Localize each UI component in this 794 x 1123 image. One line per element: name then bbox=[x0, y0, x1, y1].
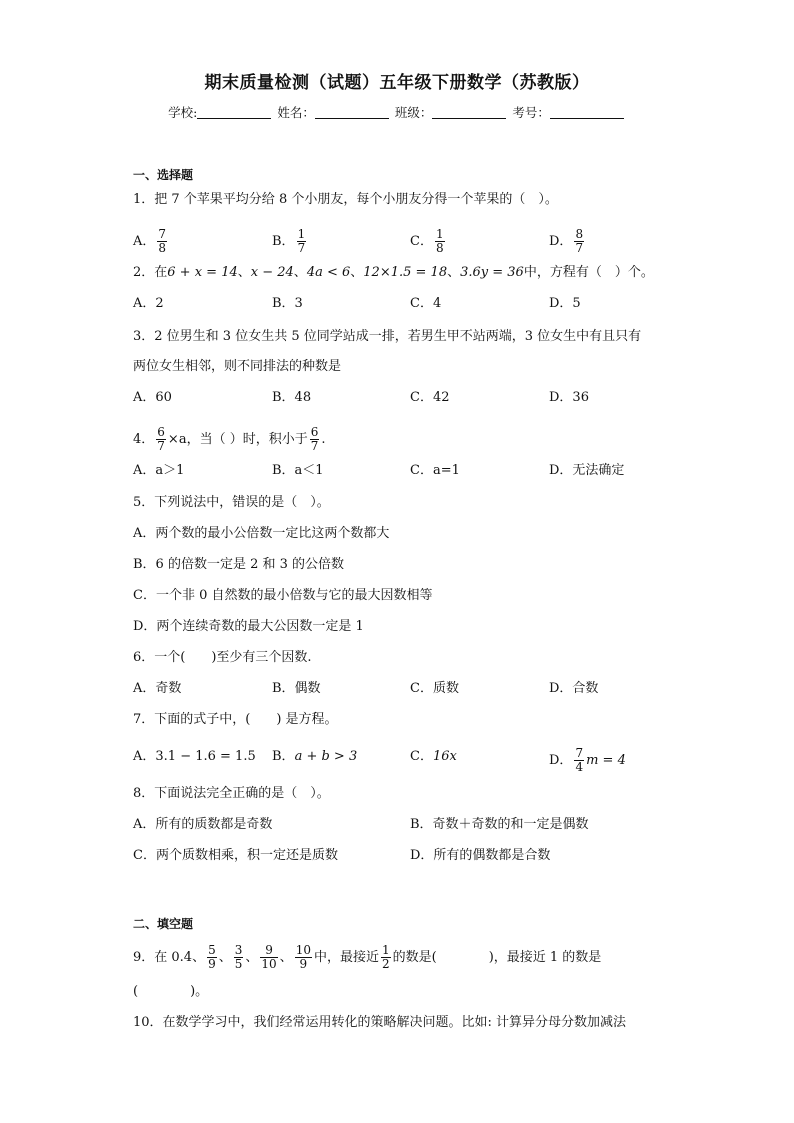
question-1-stem: 1．把 7 个苹果平均分给 8 个小朋友，每个小朋友分得一个苹果的（ ）。 bbox=[133, 192, 558, 207]
q5-option-a: A．两个数的最小公倍数一定比这两个数都大 bbox=[133, 526, 390, 541]
q2-option-d: D．5 bbox=[549, 296, 581, 311]
q8-option-b: B．奇数＋奇数的和一定是偶数 bbox=[410, 817, 589, 832]
q2-option-c: C．4 bbox=[410, 296, 442, 311]
q1-option-a: A． $\frac{7}{8}$ bbox=[133, 227, 167, 255]
q7-option-c: C．16x bbox=[410, 749, 457, 764]
fraction: $\frac{1}{7}$ bbox=[297, 227, 306, 255]
q4-option-c: C．a=1 bbox=[410, 463, 460, 478]
q1-option-b: B． $\frac{1}{7}$ bbox=[272, 227, 306, 255]
question-7-stem: 7．下面的式子中，( ) 是方程。 bbox=[133, 712, 338, 727]
class-label: 班级： bbox=[394, 105, 433, 120]
q1-option-d: D． $\frac{8}{7}$ bbox=[549, 227, 584, 255]
question-4-stem: 4． $\frac{6}{7}$ ×a，当（ ）时，积小于 $\frac{6}{7}$ . bbox=[133, 425, 326, 453]
school-label: 学校: bbox=[168, 105, 198, 120]
fraction: $\frac{9}{10}$ bbox=[261, 943, 277, 971]
name-blank[interactable] bbox=[315, 106, 389, 119]
fraction: $\frac{8}{7}$ bbox=[575, 227, 584, 255]
q2-option-a: A．2 bbox=[133, 296, 164, 311]
q7-option-b: B．a + b > 3 bbox=[272, 749, 358, 764]
q6-option-d: D．合数 bbox=[549, 681, 599, 696]
q3-option-b: B．48 bbox=[272, 390, 312, 405]
q1-option-c: C． $\frac{1}{8}$ bbox=[410, 227, 444, 255]
fraction: $\frac{3}{5}$ bbox=[234, 943, 243, 971]
fraction: $\frac{6}{7}$ bbox=[310, 425, 319, 453]
q8-option-c: C．两个质数相乘，积一定还是质数 bbox=[133, 848, 338, 863]
class-blank[interactable] bbox=[432, 106, 506, 119]
section-fill-heading: 二、填空题 bbox=[133, 917, 194, 931]
q4-option-b: B．a＜1 bbox=[272, 463, 324, 478]
q7-option-d: D． $\frac{7}{4}$ m = 4 bbox=[549, 746, 626, 774]
exam-no-label: 考号： bbox=[512, 105, 550, 120]
fraction: $\frac{1}{2}$ bbox=[381, 943, 390, 971]
q3-option-a: A．60 bbox=[133, 390, 172, 405]
fraction: $\frac{5}{9}$ bbox=[208, 943, 216, 971]
q6-option-b: B．偶数 bbox=[272, 681, 321, 696]
q5-option-d: D．两个连续奇数的最大公因数一定是 1 bbox=[133, 619, 364, 634]
fraction: $\frac{1}{8}$ bbox=[435, 227, 444, 255]
q3-option-c: C．42 bbox=[410, 390, 450, 405]
question-8-stem: 8．下面说法完全正确的是（ ）。 bbox=[133, 786, 330, 801]
q6-option-a: A．奇数 bbox=[133, 681, 182, 696]
section-choice-heading: 一、选择题 bbox=[133, 168, 194, 182]
page-title: 期末质量检测（试题）五年级下册数学（苏教版） bbox=[204, 73, 590, 93]
q8-option-a: A．所有的质数都是奇数 bbox=[133, 817, 273, 832]
q3-option-d: D．36 bbox=[549, 390, 589, 405]
question-6-stem: 6．一个( )至少有三个因数. bbox=[133, 650, 312, 665]
question-10-stem-line1: 10．在数学学习中，我们经常运用转化的策略解决问题。比如: 计算异分母分数加减法 bbox=[133, 1015, 627, 1030]
q2-option-b: B．3 bbox=[272, 296, 303, 311]
fraction: $\frac{10}{9}$ bbox=[295, 943, 311, 971]
q5-option-c: C．一个非 0 自然数的最小倍数与它的最大因数相等 bbox=[133, 588, 433, 603]
question-9-stem-line2: ( )。 bbox=[133, 984, 209, 999]
q6-option-c: C．质数 bbox=[410, 681, 459, 696]
name-label: 姓名： bbox=[277, 105, 315, 120]
fraction: $\frac{7}{4}$ bbox=[575, 746, 584, 774]
question-5-stem: 5．下列说法中，错误的是（ ）。 bbox=[133, 495, 330, 510]
question-9-stem-line1: 9．在 0.4、 $\frac{5}{9}$ 、 $\frac{3}{5}$ 、 $\frac{9}{10}$ 、 $\frac{10}{9}$ 中，最接近 $\frac{1}{2}$ 的数是( )，最接近 1 的数是 bbox=[133, 943, 602, 971]
fraction: $\frac{7}{8}$ bbox=[158, 227, 167, 255]
q4-option-d: D．无法确定 bbox=[549, 463, 625, 478]
question-3-stem-line1: 3．2 位男生和 3 位女生共 5 位同学站成一排，若男生甲不站两端，3 位女生中有且只有 bbox=[133, 329, 642, 344]
question-3-stem-line2: 两位女生相邻，则不同排法的种数是 bbox=[133, 359, 342, 374]
q5-option-b: B．6 的倍数一定是 2 和 3 的公倍数 bbox=[133, 557, 345, 572]
q4-option-a: A．a＞1 bbox=[133, 463, 185, 478]
q8-option-d: D．所有的偶数都是合数 bbox=[410, 848, 551, 863]
q7-option-a: A．3.1 − 1.6 = 1.5 bbox=[133, 749, 256, 764]
fraction: $\frac{6}{7}$ bbox=[157, 425, 165, 453]
school-blank[interactable] bbox=[197, 106, 271, 119]
student-info-row bbox=[0, 103, 794, 121]
question-2-stem: 2．在6 + x = 14、x − 24、4a < 6、12×1.5 = 18、3.6y = 36中，方程有（ ）个。 bbox=[133, 265, 654, 280]
exam-no-blank[interactable] bbox=[550, 106, 624, 119]
